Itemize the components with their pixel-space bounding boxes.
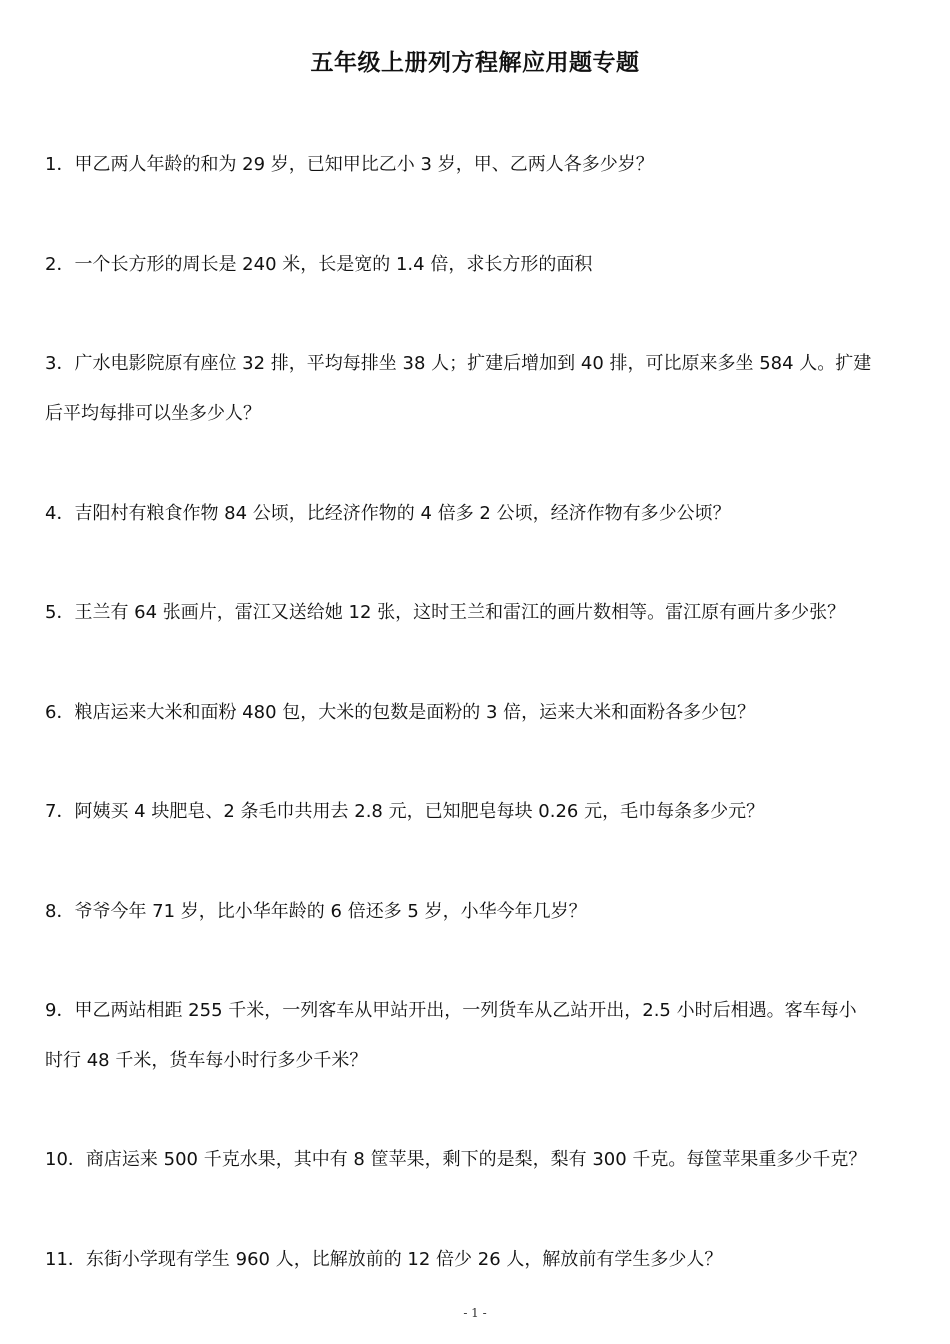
problem-text: 5．王兰有 64 张画片，雷江又送给她 12 张，这时王兰和雷江的画片数相等。雷江原有画片多少张？	[45, 602, 846, 623]
problem-item	[45, 240, 910, 290]
problem-text: 6．粮店运来大米和面粉 480 包，大米的包数是面粉的 3 倍，运来大米和面粉各多少包？	[45, 702, 756, 723]
problem-text: 时行 48 千米，货车每小时行多少千米？	[45, 1050, 368, 1071]
problem-text: 3．广水电影院原有座位 32 排，平均每排坐 38 人；扩建后增加到 40 排，可比原来多坐 584 人。扩建	[45, 353, 872, 374]
problem-item	[45, 140, 910, 190]
problem-text: 9．甲乙两站相距 255 千米，一列客车从甲站开出，一列货车从乙站开出，2.5 小时后相遇。客车每小	[45, 1000, 857, 1021]
problem-item	[45, 887, 910, 937]
page-number: - 1 -	[463, 1306, 487, 1320]
problem-text: 后平均每排可以坐多少人？	[45, 403, 261, 424]
problem-item	[45, 489, 910, 539]
problem-item	[45, 339, 910, 439]
problem-item	[45, 986, 910, 1086]
problem-text: 1．甲乙两人年龄的和为 29 岁，已知甲比乙小 3 岁，甲、乙两人各多少岁？	[45, 154, 654, 175]
problem-text: 11．东街小学现有学生 960 人，比解放前的 12 倍少 26 人，解放前有学生多少人？	[45, 1249, 723, 1270]
problem-text: 8．爷爷今年 71 岁，比小华年龄的 6 倍还多 5 岁，小华今年几岁？	[45, 901, 587, 922]
problem-item	[45, 1235, 910, 1285]
problem-text: 10．商店运来 500 千克水果，其中有 8 筐苹果，剩下的是梨，梨有 300 千克。每筐苹果重多少千克？	[45, 1149, 867, 1170]
problem-item	[45, 588, 910, 638]
page-title: 五年级上册列方程解应用题专题	[310, 50, 640, 76]
problem-item	[45, 688, 910, 738]
problem-text: 4．吉阳村有粮食作物 84 公顷，比经济作物的 4 倍多 2 公顷，经济作物有多少公顷？	[45, 503, 731, 524]
problem-item	[45, 787, 910, 837]
problem-item	[45, 1135, 910, 1185]
problem-text: 2．一个长方形的周长是 240 米，长是宽的 1.4 倍，求长方形的面积	[45, 254, 593, 275]
problem-text: 7．阿姨买 4 块肥皂、2 条毛巾共用去 2.8 元，已知肥皂每块 0.26 元，毛巾每条多少元？	[45, 801, 765, 822]
